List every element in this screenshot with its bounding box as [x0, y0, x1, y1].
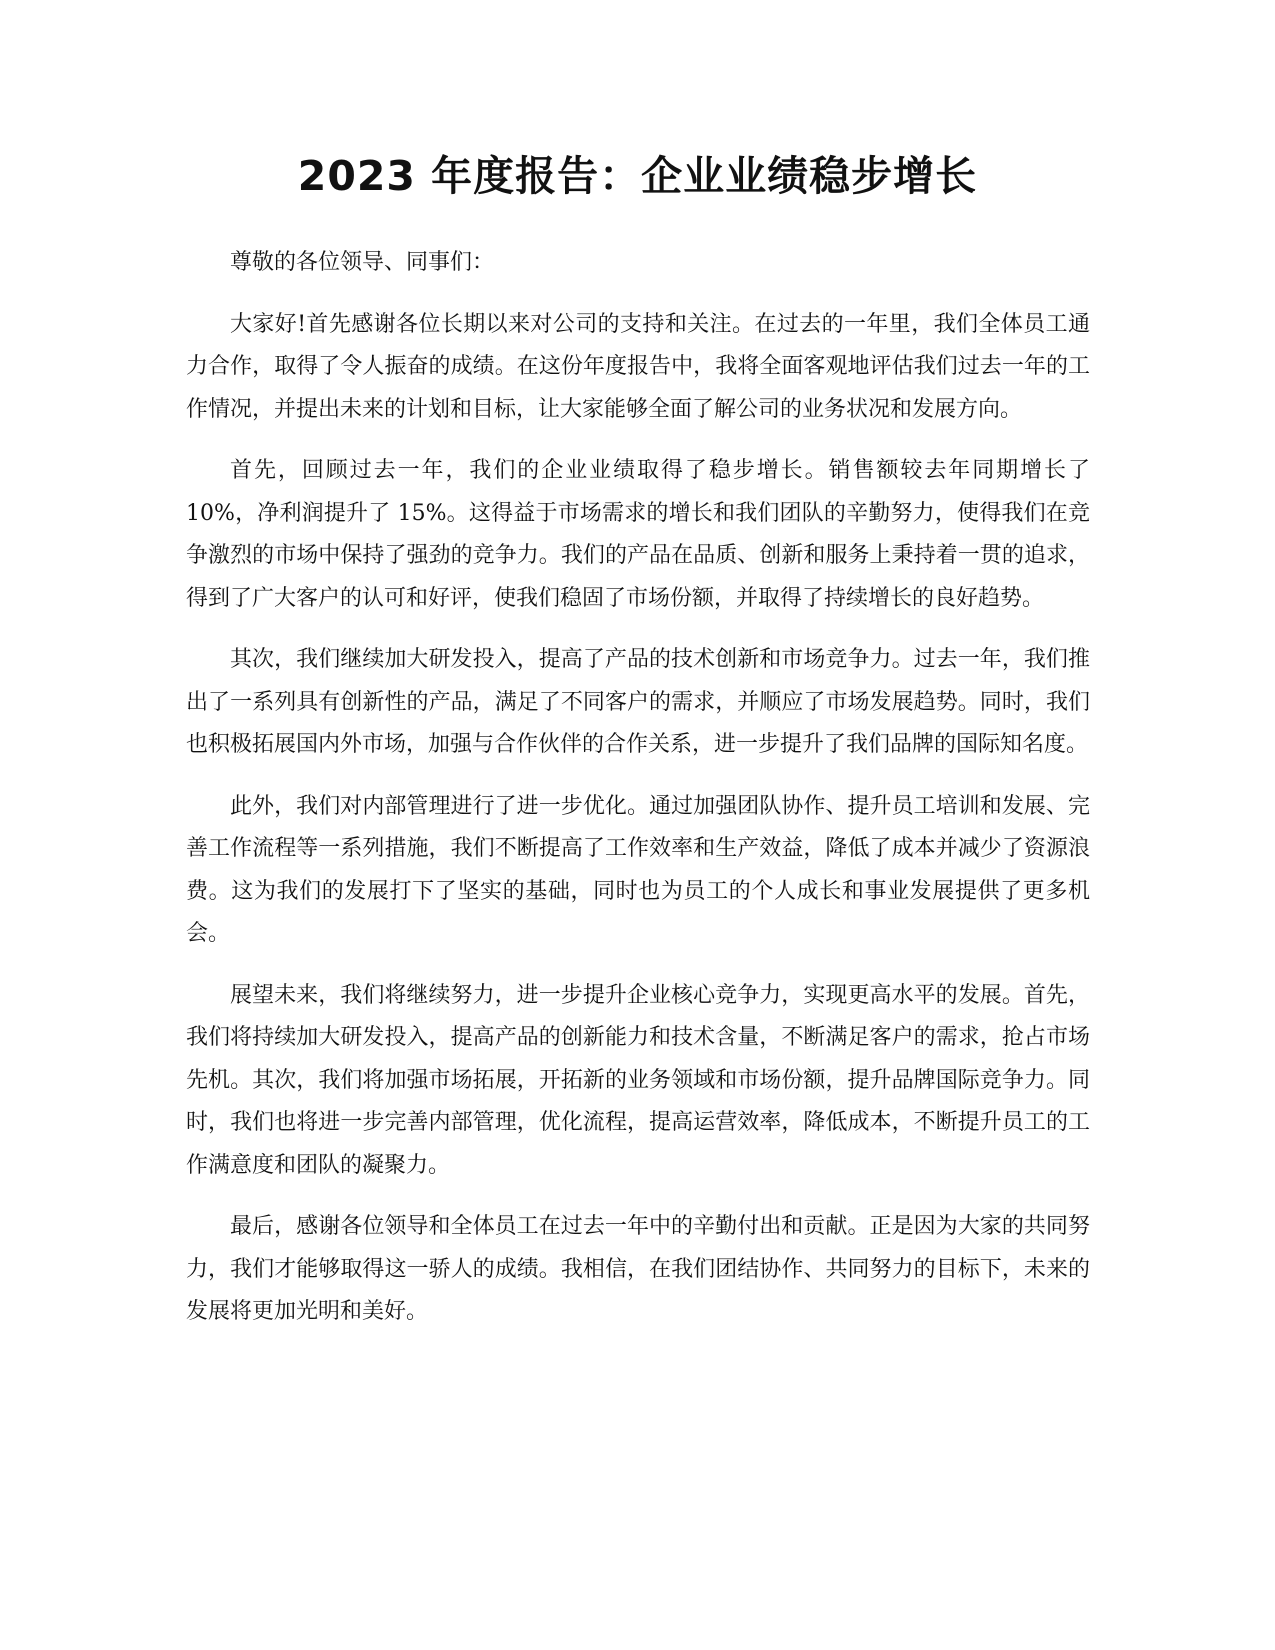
paragraph-outlook: 展望未来，我们将继续努力，进一步提升企业核心竞争力，实现更高水平的发展。首先，我们将持续加大研发投入，提高产品的创新能力和技术含量，不断满足客户的需求，抢占市场先机。其次，我们将加强市场拓展，开拓新的业务领域和市场份额，提升品牌国际竞争力。同时，我们也将进一步完善内部管理，优化流程，提高运营效率，降低成本，不断提升员工的工作满意度和团队的凝聚力。 [186, 982, 1090, 1178]
document-title: 2023 年度报告：企业业绩稳步增长 [297, 152, 978, 200]
paragraph-intro: 大家好!首先感谢各位长期以来对公司的支持和关注。在过去的一年里，我们全体员工通力合作，取得了令人振奋的成绩。在这份年度报告中，我将全面客观地评估我们过去一年的工作情况，并提出未来的计划和目标，让大家能够全面了解公司的业务状况和发展方向。 [186, 311, 1090, 422]
document-body [186, 242, 1090, 1353]
paragraph-rnd: 其次，我们继续加大研发投入，提高了产品的技术创新和市场竞争力。过去一年，我们推出了一系列具有创新性的产品，满足了不同客户的需求，并顺应了市场发展趋势。同时，我们也积极拓展国内外市场，加强与合作伙伴的合作关系，进一步提升了我们品牌的国际知名度。 [186, 647, 1090, 757]
paragraph-performance: 首先，回顾过去一年，我们的企业业绩取得了稳步增长。销售额较去年同期增长了 10%，净利润提升了 15%。这得益于市场需求的增长和我们团队的辛勤努力，使得我们在竞争激烈的市场中保持了强劲的竞争力。我们的产品在品质、创新和服务上秉持着一贯的追求，得到了广大客户的认可和好评，使我们稳固了市场份额，并取得了持续增长的良好趋势。 [186, 458, 1090, 611]
paragraph-closing: 最后，感谢各位领导和全体员工在过去一年中的辛勤付出和贡献。正是因为大家的共同努力，我们才能够取得这一骄人的成绩。我相信，在我们团结协作、共同努力的目标下，未来的发展将更加光明和美好。 [186, 1214, 1090, 1324]
paragraph-management: 此外，我们对内部管理进行了进一步优化。通过加强团队协作、提升员工培训和发展、完善工作流程等一系列措施，我们不断提高了工作效率和生产效益，降低了成本并减少了资源浪费。这为我们的发展打下了坚实的基础，同时也为员工的个人成长和事业发展提供了更多机会。 [186, 793, 1090, 946]
salutation: 尊敬的各位领导、同事们： [230, 250, 495, 275]
